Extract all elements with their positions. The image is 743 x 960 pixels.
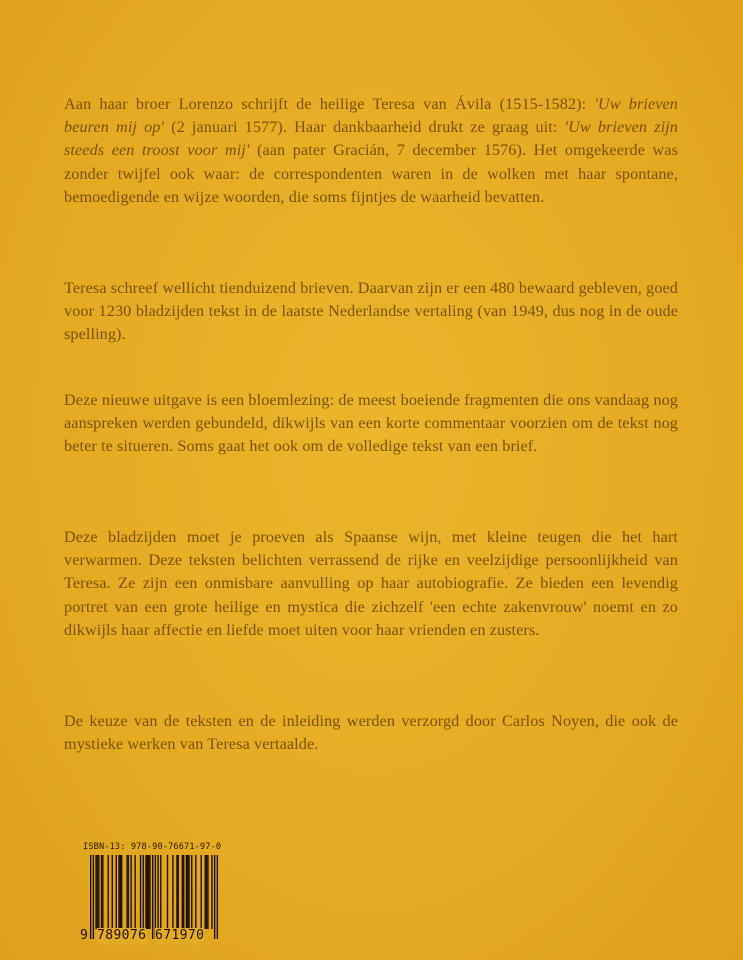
quote-2: 'Uw brieven zijn steeds een troost voor mij': [64, 118, 678, 160]
barcode-bar: [147, 855, 148, 929]
barcode-bar: [102, 855, 103, 929]
quote-1: 'Uw brieven beuren mij op': [64, 95, 678, 137]
intro-text-1: Aan haar broer Lorenzo schrijft de heilige Teresa van Ávila (1515-1582):: [64, 95, 595, 113]
barcode-lead-digit: 9: [80, 928, 88, 943]
barcode-bar: [128, 855, 129, 929]
barcode-bar: [126, 855, 127, 929]
barcode-bar: [172, 855, 173, 929]
barcode-bar: [214, 855, 215, 939]
barcode-bar: [101, 855, 102, 929]
barcode-bar: [118, 855, 119, 929]
barcode-bar: [178, 855, 179, 929]
barcode-bar: [98, 855, 99, 929]
barcode-bar: [140, 855, 141, 929]
barcode-bar: [160, 855, 161, 929]
barcode-bar: [93, 855, 94, 939]
intro-text-3: (aan pater Gracián, 7 december 1576). Het omgekeerde was zonder twijfel ook waar: de correspondenten waren in de wolken met haar spontane, bemoedigende en wijze woorden, die soms fijntjes de waarheid bevatten.: [64, 141, 678, 206]
barcode-bar: [183, 855, 184, 929]
paragraph-anthology: Deze nieuwe uitgave is een bloemlezing: de meest boeiende fragmenten die ons vandaag nog aanspreken werden gebundeld, dikwijls van een korte commentaar voorzien om de tekst nog beter te situeren. Soms gaat het ook om de volledige tekst van een brief.: [64, 391, 678, 456]
paragraph-credits: De keuze van de teksten en de inleiding werden verzorgd door Carlos Noyen, die ook de mystieke werken van Teresa vertaalde.: [64, 712, 678, 754]
barcode-bar: [112, 855, 113, 929]
barcode-bar: [116, 855, 117, 929]
barcode-bar: [148, 855, 149, 929]
barcode-bar: [211, 855, 212, 929]
barcode-bar: [182, 855, 183, 929]
barcode-bar: [130, 855, 131, 929]
barcode-bar: [187, 855, 188, 929]
barcode-bar: [97, 855, 98, 929]
barcode-bar: [195, 855, 196, 929]
barcode-bar: [176, 855, 177, 929]
barcode-bar: [186, 855, 187, 929]
barcode: [80, 855, 222, 947]
intro-text-2: (2 januari 1577). Haar dankbaarheid drukt ze graag uit:: [164, 118, 565, 137]
barcode-bar: [167, 855, 168, 929]
barcode-bar: [155, 855, 156, 939]
barcode-bar: [191, 855, 192, 929]
barcode-right-digits: 671970: [155, 928, 205, 943]
barcode-bar: [152, 855, 153, 939]
paragraph-description: Deze bladzijden moet je proeven als Spaanse wijn, met kleine teugen die het hart verwarmen. Deze teksten belichten verrassend de rijke en veelzijdige persoonlijkheid van Teresa. Ze zijn een onmisbare aanvulling op haar autobiografie. Ze bieden een levendig portret van een grote heilige en mystica die zichzelf 'een echte zakenvrouw' noemt en zo dikwijls haar affectie en liefde moet uiten voor haar vrienden en zusters.: [64, 528, 678, 639]
barcode-bar: [121, 855, 122, 929]
barcode-left-digits: 789076: [97, 928, 147, 943]
barcode-bar: [143, 855, 144, 929]
paragraph-intro: [64, 93, 678, 209]
barcode-bar: [217, 855, 218, 939]
barcode-bar: [95, 855, 96, 929]
barcode-bar: [206, 855, 207, 929]
barcode-bar: [134, 855, 135, 929]
barcode-bar: [200, 855, 201, 929]
barcode-bar: [207, 855, 208, 929]
barcode-bar: [157, 855, 158, 929]
paragraph-letters-count: Teresa schreef wellicht tienduizend brieven. Daarvan zijn er een 480 bewaard gebleven, goed voor 1230 bladzijden tekst in de laatste Nederlandse vertaling (van 1949, dus nog in de oude spelling).: [64, 279, 678, 344]
barcode-bar: [120, 855, 121, 929]
barcode-bar: [108, 855, 109, 929]
barcode-bar: [90, 855, 91, 939]
barcode-bar: [145, 855, 146, 929]
isbn-label: ISBN-13: 978-90-76671-97-0: [83, 842, 222, 852]
barcode-block: [80, 842, 222, 947]
barcode-bar: [205, 855, 206, 929]
barcode-bar: [188, 855, 189, 929]
barcode-bar: [149, 855, 150, 929]
